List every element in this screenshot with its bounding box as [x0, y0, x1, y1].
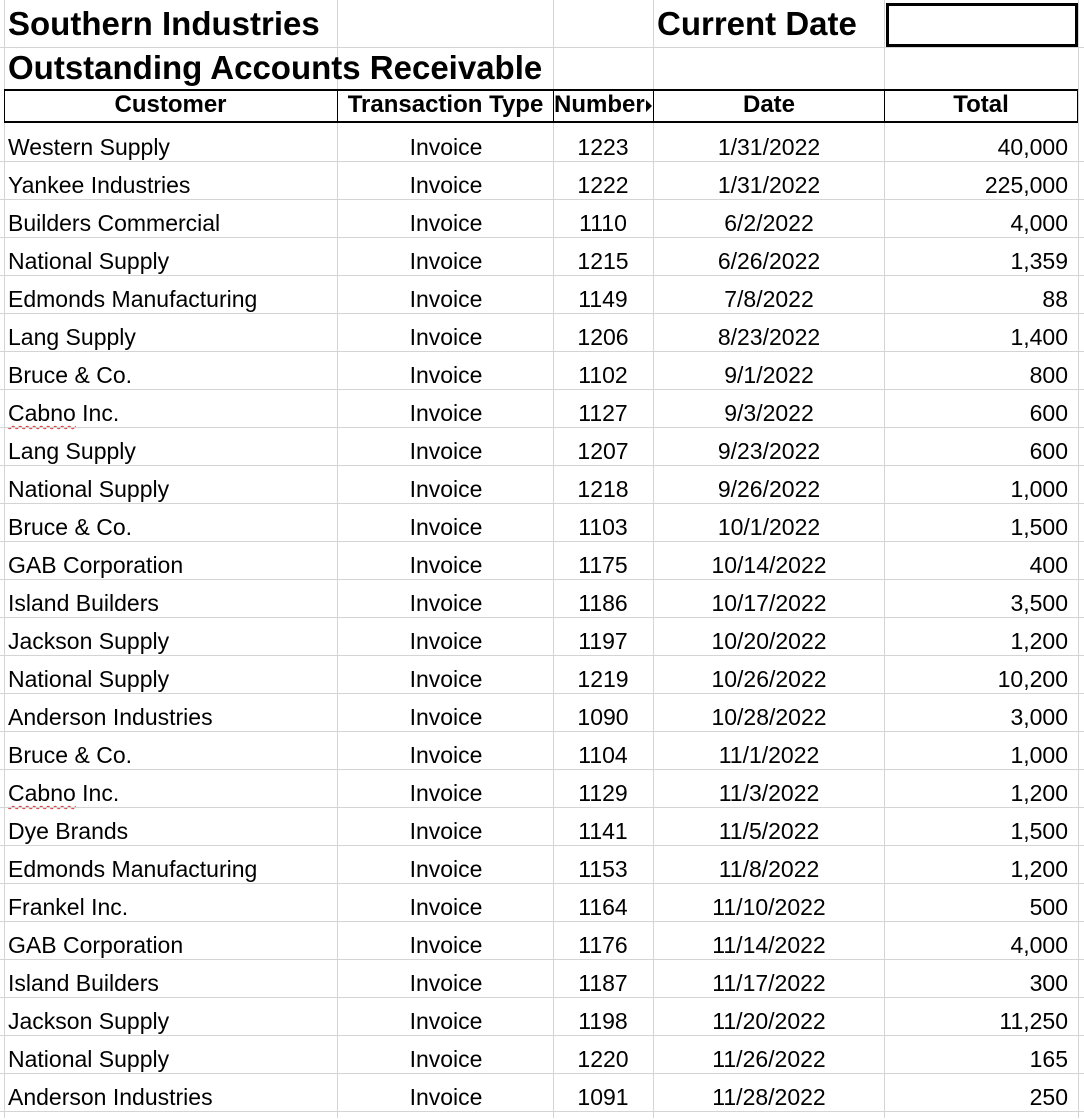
- cell-date[interactable]: 10/1/2022: [717, 514, 821, 540]
- cell-customer[interactable]: Edmonds Manufacturing: [8, 286, 258, 312]
- cell-number[interactable]: 1091: [577, 1084, 629, 1110]
- cell-transaction-type[interactable]: Invoice: [409, 362, 483, 388]
- table-row: [0, 428, 1084, 466]
- cell-number[interactable]: 1090: [577, 704, 629, 730]
- cell-customer[interactable]: Builders Commercial: [8, 210, 221, 236]
- cell-transaction-type[interactable]: Invoice: [409, 894, 483, 920]
- cell-total[interactable]: 1,200: [1010, 628, 1068, 654]
- table-row: [0, 580, 1084, 618]
- cell-number[interactable]: 1187: [578, 970, 628, 996]
- cell-date[interactable]: 9/23/2022: [717, 438, 821, 464]
- table-row: [0, 124, 1084, 162]
- sheet-title[interactable]: Southern Industries: [8, 5, 320, 42]
- cell-customer[interactable]: Island Builders: [8, 590, 159, 616]
- cell-date[interactable]: 11/17/2022: [712, 970, 826, 996]
- cell-date[interactable]: 6/2/2022: [724, 210, 814, 236]
- cell-total[interactable]: 4,000: [1010, 932, 1068, 958]
- table-row: [0, 732, 1084, 770]
- table-row: [0, 466, 1084, 504]
- cell-total[interactable]: 165: [1029, 1046, 1068, 1072]
- cell-customer[interactable]: Anderson Industries: [8, 1084, 213, 1110]
- cell-date[interactable]: 10/20/2022: [711, 628, 827, 654]
- cell-customer[interactable]: Bruce & Co.: [8, 742, 132, 768]
- cell-transaction-type[interactable]: Invoice: [409, 666, 483, 692]
- cell-transaction-type[interactable]: Invoice: [409, 1008, 483, 1034]
- cell-customer[interactable]: GAB Corporation: [8, 932, 184, 958]
- cell-total[interactable]: 1,359: [1010, 248, 1068, 274]
- cell-date[interactable]: 11/28/2022: [712, 1084, 826, 1110]
- cell-customer[interactable]: National Supply: [8, 1046, 170, 1072]
- cell-total[interactable]: 11,250: [999, 1008, 1068, 1034]
- cell-total[interactable]: 225,000: [984, 172, 1068, 198]
- cell-number[interactable]: 1110: [579, 210, 627, 236]
- cell-date[interactable]: 11/14/2022: [712, 932, 826, 958]
- table-row: [0, 542, 1084, 580]
- cell-transaction-type[interactable]: Invoice: [409, 856, 483, 882]
- cell-customer[interactable]: GAB Corporation: [8, 552, 184, 578]
- cell-customer[interactable]: Dye Brands: [8, 818, 129, 844]
- cell-date[interactable]: 11/20/2022: [712, 1008, 826, 1034]
- column-header-number[interactable]: Number: [554, 91, 645, 118]
- column-header-total[interactable]: Total: [953, 91, 1009, 118]
- cell-number[interactable]: 1104: [578, 742, 628, 768]
- cell-number[interactable]: 1176: [578, 932, 628, 958]
- column-header-date[interactable]: Date: [742, 91, 796, 118]
- table-row: [0, 808, 1084, 846]
- table-row: [0, 884, 1084, 922]
- cell-transaction-type[interactable]: Invoice: [409, 514, 483, 540]
- cell-date[interactable]: 7/8/2022: [724, 286, 814, 312]
- cell-total[interactable]: 1,500: [1010, 514, 1068, 540]
- cell-customer[interactable]: Jackson Supply: [8, 1008, 170, 1034]
- cell-date[interactable]: 1/31/2022: [717, 134, 821, 160]
- cell-customer[interactable]: Cabno Inc.: [8, 400, 120, 426]
- table-row: [0, 162, 1084, 200]
- cell-date[interactable]: 11/3/2022: [718, 780, 820, 806]
- cell-transaction-type[interactable]: Invoice: [409, 400, 483, 426]
- table-row: [0, 960, 1084, 998]
- cell-number[interactable]: 1127: [578, 400, 628, 426]
- gridline: [0, 1111, 1084, 1112]
- table-row: [0, 352, 1084, 390]
- cell-transaction-type[interactable]: Invoice: [409, 172, 483, 198]
- cell-number[interactable]: 1218: [577, 476, 629, 502]
- cell-customer[interactable]: Bruce & Co.: [8, 362, 132, 388]
- cell-total[interactable]: 1,400: [1010, 324, 1068, 350]
- cell-total[interactable]: 500: [1029, 894, 1068, 920]
- cell-number[interactable]: 1164: [578, 894, 628, 920]
- cell-transaction-type[interactable]: Invoice: [409, 1046, 483, 1072]
- cell-transaction-type[interactable]: Invoice: [409, 552, 483, 578]
- cell-customer[interactable]: Anderson Industries: [8, 704, 213, 730]
- cell-date[interactable]: 10/26/2022: [711, 666, 827, 692]
- cell-total[interactable]: 1,500: [1010, 818, 1068, 844]
- cell-transaction-type[interactable]: Invoice: [409, 742, 483, 768]
- cell-date[interactable]: 10/28/2022: [711, 704, 827, 730]
- cell-customer[interactable]: National Supply: [8, 248, 170, 274]
- cell-total[interactable]: 1,000: [1010, 476, 1068, 502]
- cell-total[interactable]: 40,000: [997, 134, 1068, 160]
- cell-total[interactable]: 600: [1029, 400, 1068, 426]
- cell-transaction-type[interactable]: Invoice: [409, 780, 483, 806]
- cell-total[interactable]: 3,000: [1010, 704, 1068, 730]
- cell-transaction-type[interactable]: Invoice: [409, 134, 483, 160]
- cell-date[interactable]: 11/10/2022: [712, 894, 826, 920]
- cell-total[interactable]: 3,500: [1010, 590, 1068, 616]
- cell-number[interactable]: 1129: [578, 780, 628, 806]
- cell-transaction-type[interactable]: Invoice: [409, 628, 483, 654]
- table-row: [0, 656, 1084, 694]
- current-date-label[interactable]: Current Date: [657, 5, 857, 42]
- table-row: [0, 922, 1084, 960]
- table-row: [0, 276, 1084, 314]
- cell-transaction-type[interactable]: Invoice: [409, 438, 483, 464]
- cell-transaction-type[interactable]: Invoice: [409, 324, 483, 350]
- cell-date[interactable]: 6/26/2022: [717, 248, 821, 274]
- column-header-customer[interactable]: Customer: [114, 91, 227, 118]
- cell-transaction-type[interactable]: Invoice: [409, 286, 483, 312]
- cell-transaction-type[interactable]: Invoice: [409, 476, 483, 502]
- cell-total[interactable]: 300: [1029, 970, 1068, 996]
- cell-number[interactable]: 1219: [577, 666, 629, 692]
- cell-customer[interactable]: Jackson Supply: [8, 628, 170, 654]
- cell-number[interactable]: 1207: [577, 438, 629, 464]
- cell-date[interactable]: 10/17/2022: [711, 590, 827, 616]
- cell-number[interactable]: 1220: [577, 1046, 629, 1072]
- cell-number[interactable]: 1149: [578, 286, 628, 312]
- cell-number[interactable]: 1222: [577, 172, 629, 198]
- cell-number[interactable]: 1197: [578, 628, 628, 654]
- cell-customer[interactable]: Frankel Inc.: [8, 894, 129, 920]
- cell-number[interactable]: 1198: [578, 1008, 628, 1034]
- cell-transaction-type[interactable]: Invoice: [409, 818, 483, 844]
- table-row: [0, 998, 1084, 1036]
- cell-date[interactable]: 8/23/2022: [717, 324, 821, 350]
- cell-transaction-type[interactable]: Invoice: [409, 704, 483, 730]
- cell-customer[interactable]: Lang Supply: [8, 438, 136, 464]
- table-row: [0, 390, 1084, 428]
- cell-number[interactable]: 1215: [577, 248, 629, 274]
- cell-date[interactable]: 9/1/2022: [724, 362, 814, 388]
- cell-number[interactable]: 1153: [578, 856, 628, 882]
- cell-customer[interactable]: Lang Supply: [8, 324, 136, 350]
- cell-number[interactable]: 1102: [578, 362, 628, 388]
- table-row: [0, 238, 1084, 276]
- cell-customer[interactable]: Yankee Industries: [8, 172, 191, 198]
- cell-number[interactable]: 1175: [578, 552, 628, 578]
- header-separator: [1077, 90, 1078, 123]
- cell-transaction-type[interactable]: Invoice: [409, 590, 483, 616]
- cell-customer[interactable]: Bruce & Co.: [8, 514, 132, 540]
- cell-total[interactable]: 10,200: [997, 666, 1068, 692]
- table-row: [0, 770, 1084, 808]
- cell-date[interactable]: 10/14/2022: [711, 552, 827, 578]
- table-row: [0, 1036, 1084, 1074]
- cell-total[interactable]: 1,200: [1010, 856, 1068, 882]
- overflow-arrow-icon: [646, 100, 652, 112]
- cell-date[interactable]: 11/26/2022: [712, 1046, 826, 1072]
- current-date-cell[interactable]: [886, 3, 1078, 47]
- cell-transaction-type[interactable]: Invoice: [409, 932, 483, 958]
- cell-customer[interactable]: Western Supply: [8, 134, 170, 160]
- cell-total[interactable]: 4,000: [1010, 210, 1068, 236]
- table-row: [0, 1074, 1084, 1112]
- table-row: [0, 694, 1084, 732]
- table-row: [0, 846, 1084, 884]
- cell-transaction-type[interactable]: Invoice: [409, 970, 483, 996]
- cell-number[interactable]: 1186: [578, 590, 628, 616]
- cell-number[interactable]: 1103: [578, 514, 628, 540]
- cell-customer[interactable]: Island Builders: [8, 970, 159, 996]
- column-header-transaction-type[interactable]: Transaction Type: [347, 91, 544, 118]
- sheet-subtitle[interactable]: Outstanding Accounts Receivable: [8, 49, 543, 86]
- cell-transaction-type[interactable]: Invoice: [409, 1084, 483, 1110]
- table-row: [0, 200, 1084, 238]
- cell-customer[interactable]: Cabno Inc.: [8, 780, 120, 806]
- cell-total[interactable]: 88: [1042, 286, 1068, 312]
- cell-number[interactable]: 1206: [577, 324, 629, 350]
- cell-total[interactable]: 1,200: [1010, 780, 1068, 806]
- cell-transaction-type[interactable]: Invoice: [409, 210, 483, 236]
- table-row: [0, 314, 1084, 352]
- cell-date[interactable]: 9/26/2022: [717, 476, 821, 502]
- cell-transaction-type[interactable]: Invoice: [409, 248, 483, 274]
- cell-customer[interactable]: National Supply: [8, 476, 170, 502]
- cell-customer[interactable]: National Supply: [8, 666, 170, 692]
- cell-total[interactable]: 250: [1029, 1084, 1068, 1110]
- cell-customer[interactable]: Edmonds Manufacturing: [8, 856, 258, 882]
- cell-date[interactable]: 11/5/2022: [718, 818, 820, 844]
- table-row: [0, 618, 1084, 656]
- cell-date[interactable]: 1/31/2022: [717, 172, 821, 198]
- table-row: [0, 504, 1084, 542]
- cell-date[interactable]: 11/8/2022: [718, 856, 820, 882]
- cell-total[interactable]: 400: [1029, 552, 1068, 578]
- cell-number[interactable]: 1223: [577, 134, 629, 160]
- cell-total[interactable]: 1,000: [1010, 742, 1068, 768]
- cell-date[interactable]: 11/1/2022: [718, 742, 820, 768]
- cell-total[interactable]: 800: [1029, 362, 1068, 388]
- cell-total[interactable]: 600: [1029, 438, 1068, 464]
- cell-number[interactable]: 1141: [578, 818, 628, 844]
- cell-date[interactable]: 9/3/2022: [724, 400, 814, 426]
